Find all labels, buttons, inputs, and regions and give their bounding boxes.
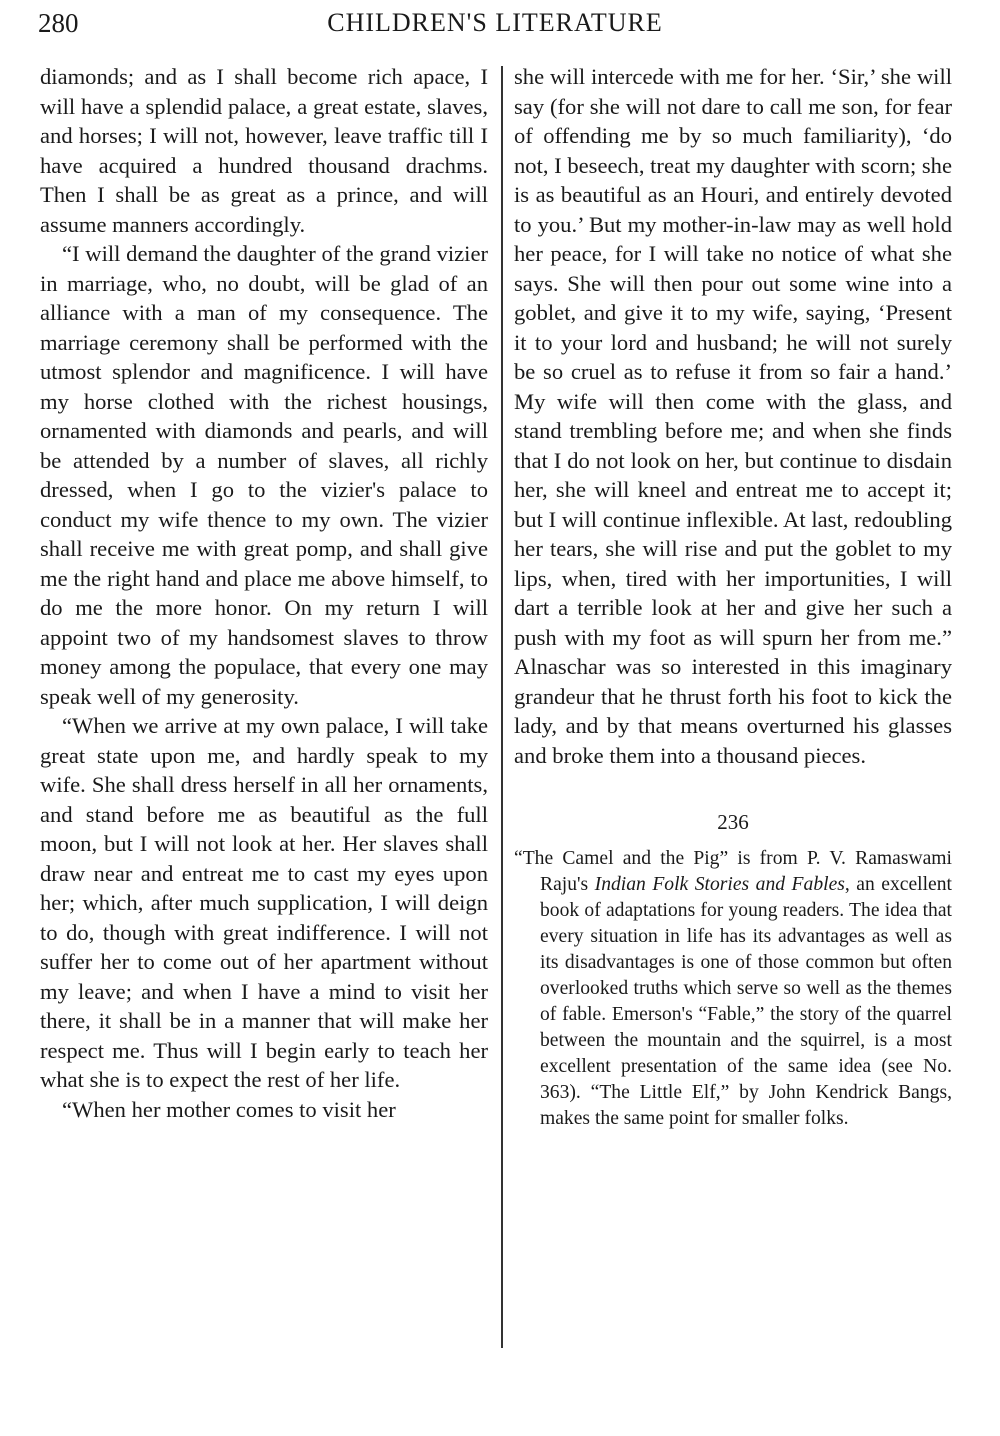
left-paragraph-2: “I will demand the daughter of the grand vizier in marriage, who, no doubt, will be glad of an alliance with a man of my consequence. The marriage ceremony shall be performed with the utmost splendor and magnificence. I will have my horse clothed with the richest housings, ornamented with diamonds and pearls, and will be attended by a number of slaves, all richly dressed, when I go to the vizier's palace to conduct my wife thence to my own. The vizier shall receive me with great pomp, and shall give me the right hand and place me above himself, to do me the more honor. On my return I will appoint two of my handsomest slaves to throw money among the populace, that every one may speak well of my generosity. (40, 241, 488, 709)
right-paragraph: she will intercede with me for her. ‘Sir,’ she will say (for she will not dare to call me son, for fear of offending me by so much familiarity), ‘do not, I beseech, treat my daughter with scorn; she is as beautiful as an Houri, and entirely devoted to you.’ But my mother-in-law may as well hold her peace, for I will take no notice of what she says. She will then pour out some wine into a goblet, and give it to my wife, saying, ‘Present it to your lord and husband; he will not surely be so cruel as to refuse it from so fair a hand.’ My wife will then come with the glass, and stand trembling before me; and when she finds that I do not look on her, but continue to disdain her, she will kneel and entreat me to accept it; but I will continue inflexible. At last, redoubling her tears, she will rise and put the goblet to my lips, when, tired with her importunities, I will dart a terrible look at her and give her such a push with my foot as will spurn her from me.” Alnaschar was so interested in this imaginary grandeur that he thrust forth his foot to kick the lady, and by that means overturned his glasses and broke them into a thousand pieces. (514, 64, 952, 768)
item-number: 236 (717, 810, 749, 834)
left-column (40, 62, 488, 1124)
running-title: CHILDREN'S LITERATURE (327, 8, 663, 37)
left-paragraph-3: “When we arrive at my own palace, I will take great state upon me, and hardly speak to my wife. She shall dress herself in all her ornaments, and stand before me as beautiful as the full moon, but I will not look at her. Her slaves shall draw near and entreat me to cast my eyes upon her; which, after much supplication, I will deign to do, though with great indifference. I will not suffer her to come out of her apartment without my leave; and when I have a mind to visit her there, it shall be in a manner that will make her respect me. Thus will I begin early to teach her what she is to expect the rest of her life. (40, 713, 488, 1092)
page-header (38, 6, 952, 40)
book-title: Indian Folk Stories and Fables (594, 874, 845, 895)
right-column (514, 62, 952, 1132)
note-text-before: “The Camel and the Pig” is from P. V. Ramaswami Raju's (514, 848, 952, 895)
column-divider (501, 66, 503, 1348)
left-paragraph-4: “When her mother comes to visit her (62, 1096, 396, 1122)
page-number: 280 (38, 8, 79, 38)
editorial-note (514, 846, 952, 1132)
left-paragraph-1: diamonds; and as I shall become rich apace, I will have a splendid palace, a great estate, slaves, and horses; I will not, however, leave traffic till I have acquired a hundred thousand drachms. Then I shall be as great as a prince, and will assume manners accordingly. (40, 64, 488, 237)
note-text-after: , an excellent book of adaptations for young readers. The idea that every situation in life has its advantages as well as its disadvantages is one of those common but often overlooked truths which serve so well as the themes of fable. Emerson's “Fable,” the story of the quarrel between the mountain and the squirrel, is a most excellent presentation of the same idea (see No. 363). “The Little Elf,” by John Kendrick Bangs, makes the same point for smaller folks. (540, 874, 952, 1129)
